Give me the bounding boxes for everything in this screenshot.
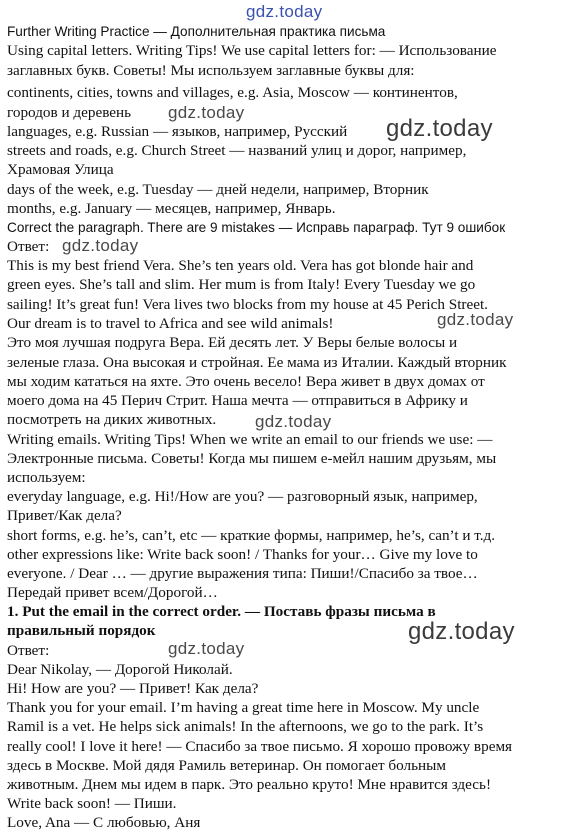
watermark: gdz.today <box>437 310 514 329</box>
text-line: other expressions like: Write back soon! / Thanks for your… Give my love to <box>7 546 478 563</box>
watermark: gdz.today <box>246 2 323 21</box>
text-line: days of the week, e.g. Tuesday — дней недели, например, Вторник <box>7 181 429 198</box>
text-line: животным. Днем мы идем в парк. Это реально круто! Мне нравится здесь! <box>7 776 492 793</box>
watermark: gdz.today <box>255 412 332 431</box>
text-line: Thank you for your email. I’m having a great time here in Moscow. My uncle <box>7 699 480 716</box>
text-line: short forms, e.g. he’s, can’t, etc — краткие формы, например, he’s, can’t и т.д. <box>7 527 496 544</box>
text-line: Writing emails. Writing Tips! When we write an email to our friends we use: — <box>7 431 493 448</box>
text-line: Передай привет всем/Дорогой… <box>7 584 218 601</box>
text-line: мы ходим кататься на яхте. Это очень весело! Вера живет в двух домах от <box>7 373 485 390</box>
text-line: months, e.g. January — месяцев, например, Январь. <box>7 200 336 217</box>
text-line: Dear Nikolay, — Дорогой Николай. <box>7 661 233 678</box>
exercise-heading: 1. Put the email in the correct order. — Поставь фразы письма в <box>7 603 436 620</box>
text-line: Это моя лучшая подруга Вера. Ей десять лет. У Веры белые волосы и <box>7 334 458 351</box>
text-line: Correct the paragraph. There are 9 mistakes — Исправь параграф. Тут 9 ошибок <box>7 220 506 235</box>
text-line: Храмовая Улица <box>7 161 114 178</box>
text-line: здесь в Москве. Мой дядя Рамиль ветеринар. Он помогает больным <box>7 757 446 774</box>
text-line: Our dream is to travel to Africa and see wild animals! <box>7 315 334 332</box>
text-line: Love, Ana — С любовью, Аня <box>7 814 201 831</box>
text-line: городов и деревень <box>7 104 132 121</box>
text-line: Привет/Как дела? <box>7 507 122 524</box>
text-line: моего дома на 45 Перич Стрит. Наша мечта — отправиться в Африку и <box>7 392 468 409</box>
text-line: really cool! I love it here! — Спасибо за твое письмо. Я хорошо провожу время <box>7 738 513 755</box>
text-line: Using capital letters. Writing Tips! We use capital letters for: — Использование <box>7 42 497 59</box>
text-line: Ramil is a vet. He helps sick animals! In the afternoons, we go to the park. It’s <box>7 718 484 735</box>
watermark: gdz.today <box>168 639 245 658</box>
watermark: gdz.today <box>62 236 139 255</box>
text-line: green eyes. She’s tall and slim. Her mum is from Italy! Every Tuesday we go <box>7 276 476 293</box>
text-line: используем: <box>7 469 86 486</box>
exercise-heading: правильный порядок <box>7 622 156 639</box>
text-line: зеленые глаза. Она высокая и стройная. Ее мама из Италии. Каждый вторник <box>7 354 507 371</box>
watermark: gdz.today <box>168 103 245 122</box>
answer-label: Ответ: <box>7 238 50 255</box>
text-line: languages, e.g. Russian — языков, например, Русский <box>7 123 348 140</box>
text-line: continents, cities, towns and villages, e.g. Asia, Moscow — континентов, <box>7 84 458 101</box>
text-line: посмотреть на диких животных. <box>7 411 217 428</box>
watermark: gdz.today <box>408 618 515 645</box>
text-line: Write back soon! — Пиши. <box>7 795 177 812</box>
text-line: everyday language, e.g. Hi!/How are you? — разговорный язык, например, <box>7 488 478 505</box>
watermark: gdz.today <box>386 115 493 142</box>
text-line: This is my best friend Vera. She’s ten years old. Vera has got blonde hair and <box>7 257 474 274</box>
text-line: Электронные письма. Советы! Когда мы пишем е-мейл нашим друзьям, мы <box>7 450 497 467</box>
text-line: everyone. / Dear … — другие выражения типа: Пиши!/Спасибо за твое… <box>7 565 478 582</box>
text-line: sailing! It’s great fun! Vera lives two blocks from my house at 45 Perich Street. <box>7 296 488 313</box>
text-line: Hi! How are you? — Привет! Как дела? <box>7 680 259 697</box>
text-line: заглавных букв. Советы! Мы используем заглавные буквы для: <box>7 62 415 79</box>
text-line: Further Writing Practice — Дополнительная практика письма <box>7 24 386 39</box>
answer-label: Ответ: <box>7 642 50 659</box>
text-line: streets and roads, e.g. Church Street — названий улиц и дорог, например, <box>7 142 467 159</box>
